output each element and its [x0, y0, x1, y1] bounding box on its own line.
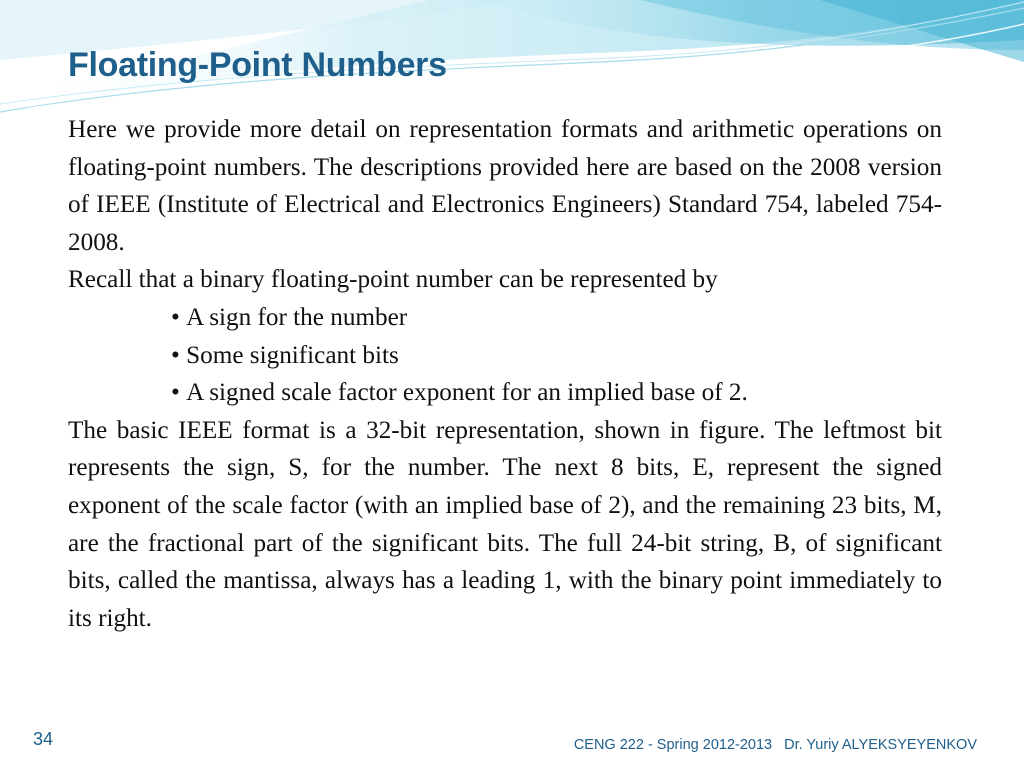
- footer-author: Dr. Yuriy ALYEKSYEYENKOV: [784, 737, 977, 753]
- bullet-item-sign: • A sign for the number: [171, 299, 942, 337]
- bullet-item-scale-factor: • A signed scale factor exponent for an implied base of 2.: [171, 374, 942, 412]
- slide-title: Floating-Point Numbers: [68, 46, 447, 84]
- bullet-list: [68, 299, 942, 412]
- slide-body: [68, 111, 942, 637]
- slide-number: 34: [33, 729, 54, 749]
- ieee-format-paragraph: The basic IEEE format is a 32-bit representation, shown in figure. The leftmost bit represents the sign, S, for the number. The next 8 bits, E, represent the signed exponent of the scale factor (with an implied base of 2), and the remaining 23 bits, M, are the fractional part of the significant bits. The full 24-bit string, B, of significant bits, called the mantissa, always has a leading 1, with the binary point immediately to its right.: [68, 416, 942, 632]
- footer-course: CENG 222 - Spring 2012-2013: [573, 737, 773, 753]
- slide-footer: [574, 737, 977, 753]
- intro-paragraph: Here we provide more detail on representation formats and arithmetic operations on floating-point numbers. The descriptions provided here are based on the 2008 version of IEEE (Institute of Electrical and Electronics Engineers) Standard 754, labeled 754-2008.: [68, 116, 942, 256]
- recall-paragraph: Recall that a binary floating-point number can be represented by: [68, 266, 718, 294]
- bullet-item-significant-bits: • Some significant bits: [171, 337, 942, 375]
